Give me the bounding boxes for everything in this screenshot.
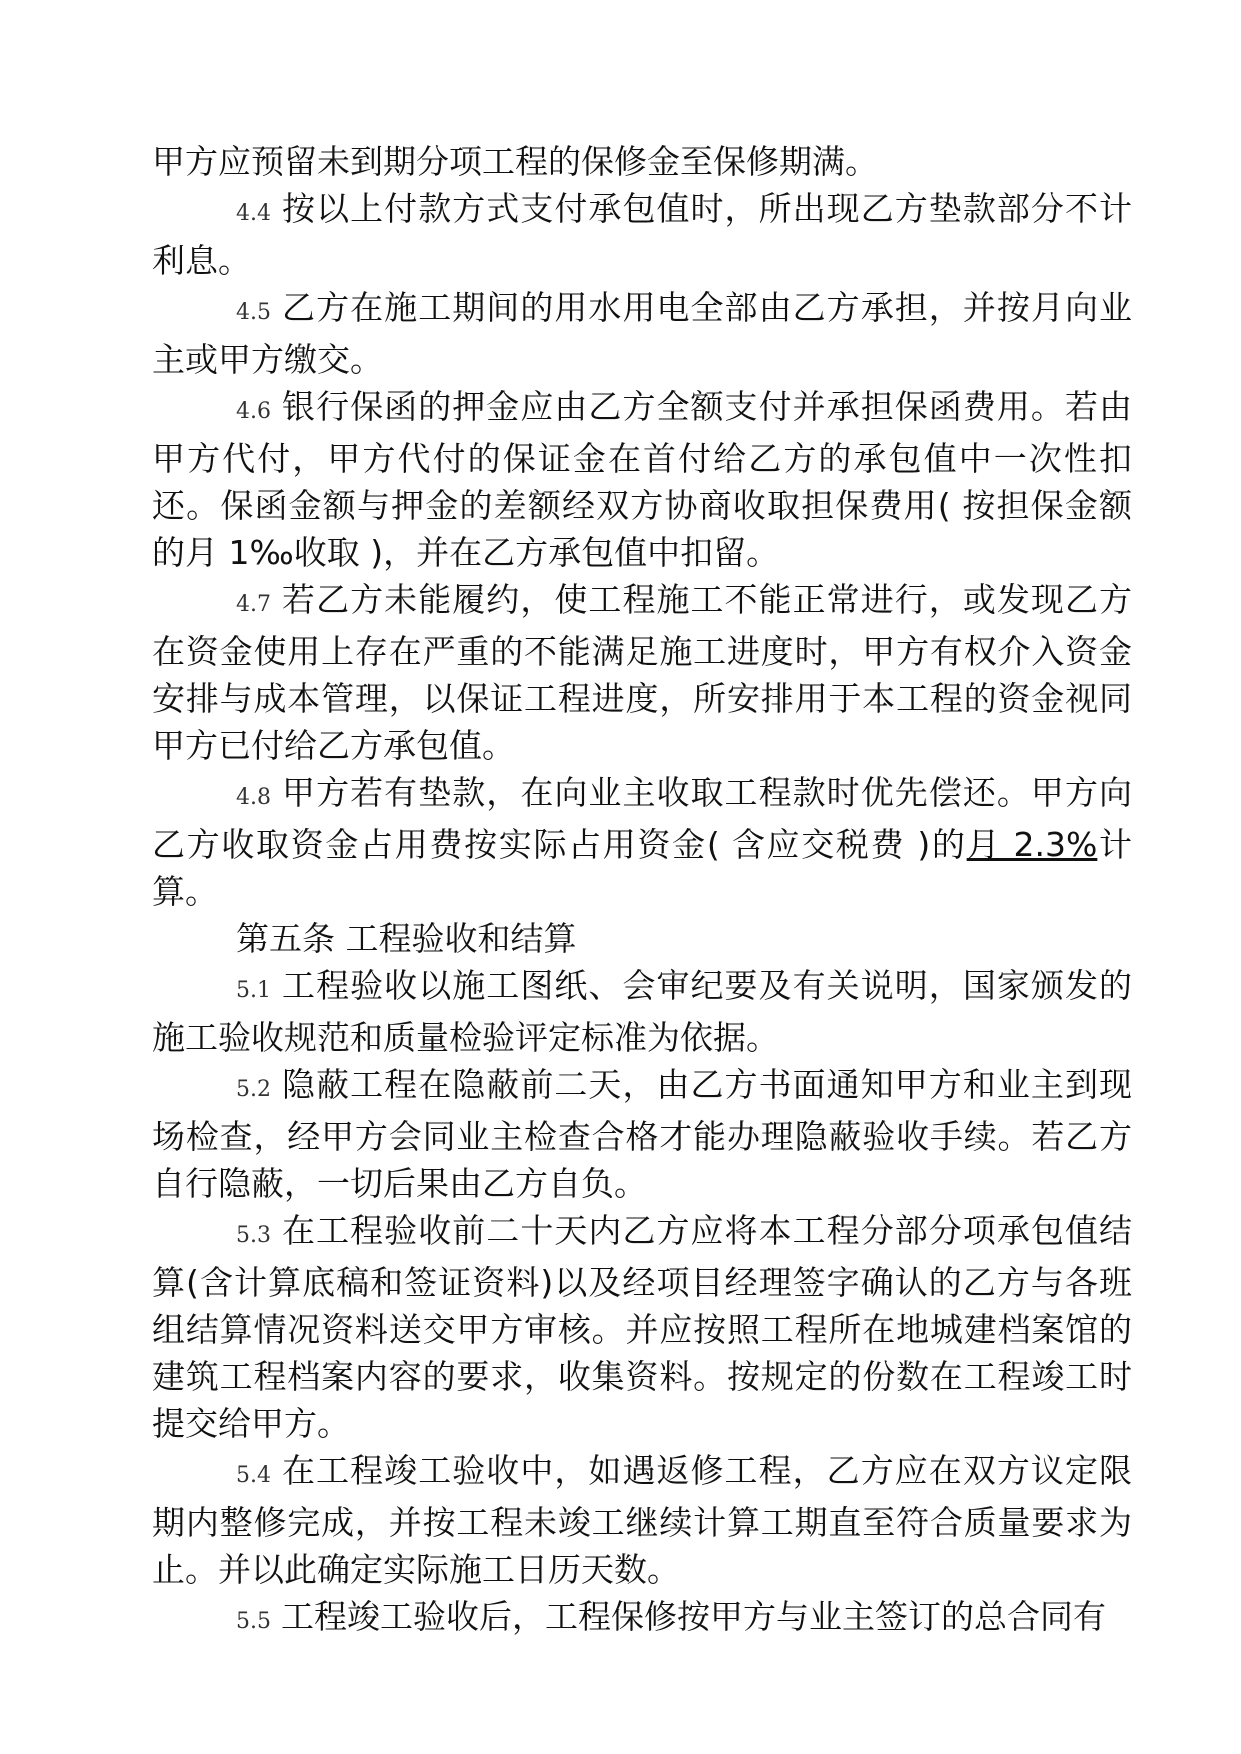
clause-text: 乙方在施工期间的用水用电全部由乙方承担，并按月向业主或甲方缴交。 [152, 288, 1132, 379]
clause-text-end: 计算。 [152, 825, 1133, 911]
clause-4-7 [152, 576, 1132, 769]
clause-text: 按以上付款方式支付承包值时，所出现乙方垫款部分不计利息。 [152, 189, 1132, 280]
clause-number: 4.4 [236, 201, 271, 226]
clause-number: 4.6 [236, 399, 271, 424]
clause-number: 5.3 [236, 1223, 271, 1248]
clause-number: 5.5 [236, 1609, 271, 1634]
clause-5-5 [152, 1593, 1132, 1645]
clause-text: 在工程验收前二十天内乙方应将本工程分部分项承包值结算(含计算底稿和签证资料)以及经项目经理签字确认的乙方与各班组结算情况资料送交甲方审核。并应按照工程所在地城建档案馆的建筑工程档案内容的要求，收集资料。按规定的份数在工程竣工时提交给甲方。 [152, 1211, 1132, 1443]
paragraph-4-3-tail [152, 138, 1132, 185]
clause-number: 4.7 [236, 592, 271, 617]
section-heading-5: 第五条 工程验收和结算 [236, 919, 577, 958]
clause-number: 5.2 [236, 1077, 271, 1102]
clause-number: 4.8 [236, 785, 271, 810]
clause-text: 银行保函的押金应由乙方全额支付并承担保函费用。若由甲方代付，甲方代付的保证金在首付给乙方的承包值中一次性扣还。保函金额与押金的差额经双方协商收取担保费用( 按担保金额的月 1‰收取 )，并在乙方承包值中扣留。 [152, 387, 1132, 572]
clause-4-5 [152, 284, 1132, 383]
clause-4-6 [152, 383, 1132, 576]
clause-5-4 [152, 1447, 1132, 1593]
clause-text: 隐蔽工程在隐蔽前二天，由乙方书面通知甲方和业主到现场检查，经甲方会同业主检查合格才能办理隐蔽验收手续。若乙方自行隐蔽，一切后果由乙方自负。 [152, 1065, 1132, 1203]
clause-5-3 [152, 1207, 1132, 1447]
clause-4-8 [152, 769, 1132, 915]
underlined-rate: 月 2.3% [966, 825, 1098, 864]
clause-4-4 [152, 185, 1132, 284]
clause-number: 5.4 [236, 1463, 271, 1488]
clause-5-2 [152, 1061, 1132, 1207]
paragraph-text: 甲方应预留未到期分项工程的保修金至保修期满。 [152, 142, 878, 181]
clause-text: 在工程竣工验收中，如遇返修工程，乙方应在双方议定限期内整修完成，并按工程未竣工继续计算工期直至符合质量要求为止。并以此确定实际施工日历天数。 [152, 1451, 1132, 1589]
clause-5-1 [152, 962, 1132, 1061]
clause-number: 5.1 [236, 978, 271, 1003]
clause-text: 甲方若有垫款，在向业主收取工程款时优先偿还。甲方向乙方收取资金占用费按实际占用资金( 含应交税费 )的 [152, 773, 1132, 864]
clause-text: 工程验收以施工图纸、会审纪要及有关说明，国家颁发的施工验收规范和质量检验评定标准为依据。 [152, 966, 1132, 1057]
clause-number: 4.5 [236, 300, 271, 325]
clause-text: 若乙方未能履约，使工程施工不能正常进行，或发现乙方在资金使用上存在严重的不能满足施工进度时，甲方有权介入资金安排与成本管理，以保证工程进度，所安排用于本工程的资金视同甲方已付给乙方承包值。 [152, 580, 1132, 765]
clause-text: 工程竣工验收后，工程保修按甲方与业主签订的总合同有 [281, 1597, 1106, 1636]
document-page [152, 138, 1132, 1645]
